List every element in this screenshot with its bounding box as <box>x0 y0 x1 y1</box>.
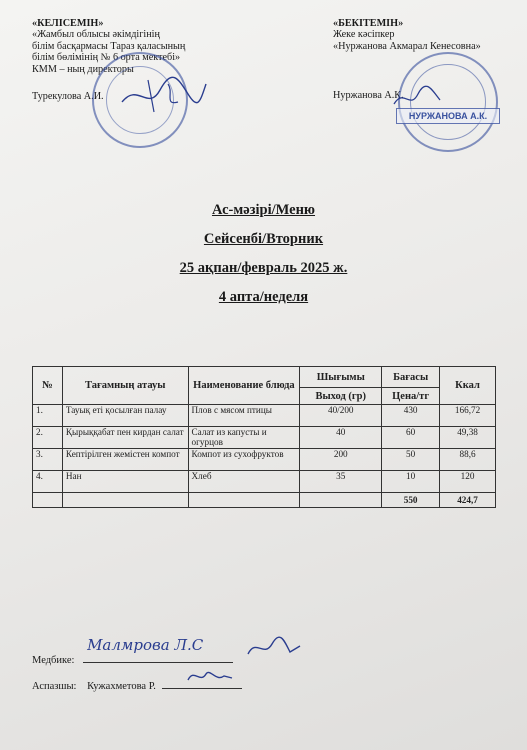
approval-left-head: «КЕЛІСЕМІН» <box>32 18 104 29</box>
approval-right-line: «Нуржанова Акмарал Кенесовна» <box>333 40 481 52</box>
approval-left-line: білім басқармасы Тараз қаласының <box>32 40 186 52</box>
table-row <box>33 405 496 427</box>
cook-name: Кужахметова Р. <box>87 681 156 692</box>
table-row <box>33 427 496 449</box>
cell-price: 50 <box>382 449 440 471</box>
cell-price: 10 <box>382 471 440 493</box>
approval-right-signer: Нуржанова А.К. <box>333 90 404 102</box>
col-header-no: № <box>33 367 63 405</box>
col-header-name-kz: Тағамның атауы <box>62 367 188 405</box>
col-header-yield-kz: Шығымы <box>300 367 382 388</box>
col-header-kcal: Ккал <box>440 367 496 405</box>
cell-no: 4. <box>33 471 63 493</box>
medic-signature-line <box>83 636 233 663</box>
cell-name-ru: Салат из капусты и огурцов <box>188 427 300 449</box>
menu-title: Ас-мәзірі/Меню <box>211 202 316 218</box>
total-price: 550 <box>382 493 440 508</box>
cell-kcal: 49,38 <box>440 427 496 449</box>
cell-name-ru: Плов с мясом птицы <box>188 405 300 427</box>
col-header-yield-ru: Выход (гр) <box>300 388 382 405</box>
cook-label: Аспазшы: <box>32 681 77 692</box>
cell-yield: 200 <box>300 449 382 471</box>
cell-no: 2. <box>33 427 63 449</box>
table-total-row <box>33 493 496 508</box>
cell-kcal: 88,6 <box>440 449 496 471</box>
cell-empty <box>188 493 300 508</box>
cell-price: 60 <box>382 427 440 449</box>
cell-name-ru: Компот из сухофруктов <box>188 449 300 471</box>
director-signature-icon <box>118 72 208 116</box>
medic-label: Медбике: <box>32 655 75 666</box>
col-header-price-kz: Бағасы <box>382 367 440 388</box>
cell-name-kz: Қырыққабат пен кирдан салат <box>62 427 188 449</box>
cell-name-kz: Кептірілген жемістен компот <box>62 449 188 471</box>
table-row <box>33 471 496 493</box>
cell-no: 3. <box>33 449 63 471</box>
cell-yield: 40 <box>300 427 382 449</box>
menu-table <box>32 366 496 508</box>
col-header-name-ru: Наименование блюда <box>188 367 300 405</box>
col-header-price-ru: Цена/тг <box>382 388 440 405</box>
menu-day: Сейсенбі/Вторник <box>203 231 324 247</box>
cell-name-kz: Нан <box>62 471 188 493</box>
approval-left-line: КММ – ның директоры <box>32 63 134 75</box>
approval-right-head: «БЕКІТЕМІН» <box>333 18 404 29</box>
menu-week: 4 апта/неделя <box>218 289 309 305</box>
cell-empty <box>33 493 63 508</box>
cell-no: 1. <box>33 405 63 427</box>
approval-right-line: Жеке кәсіпкер <box>333 29 395 41</box>
table-header-row <box>33 367 496 388</box>
cell-yield: 35 <box>300 471 382 493</box>
cell-yield: 40/200 <box>300 405 382 427</box>
cook-signature-icon <box>184 664 234 688</box>
cell-kcal: 120 <box>440 471 496 493</box>
table-row <box>33 449 496 471</box>
approval-left-line: білім бөлімінің № 6 орта мектебі» <box>32 52 181 64</box>
medic-signature-icon <box>246 636 302 662</box>
cell-name-ru: Хлеб <box>188 471 300 493</box>
approval-left-line: «Жамбыл облысы әкімдігінің <box>32 29 160 41</box>
medic-signature: Малмрова Л.С <box>87 636 204 654</box>
cell-empty <box>300 493 382 508</box>
cell-kcal: 166,72 <box>440 405 496 427</box>
cell-empty <box>62 493 188 508</box>
approval-left-signer: Турекулова А.И. <box>32 91 104 103</box>
menu-date: 25 ақпан/февраль 2025 ж. <box>179 260 348 276</box>
stamp-banner: НУРЖАНОВА А.К. <box>396 108 500 124</box>
total-kcal: 424,7 <box>440 493 496 508</box>
cell-name-kz: Тауық еті қосылған палау <box>62 405 188 427</box>
menu-titles <box>0 200 527 316</box>
entrepreneur-signature-icon <box>392 84 442 112</box>
cell-price: 430 <box>382 405 440 427</box>
